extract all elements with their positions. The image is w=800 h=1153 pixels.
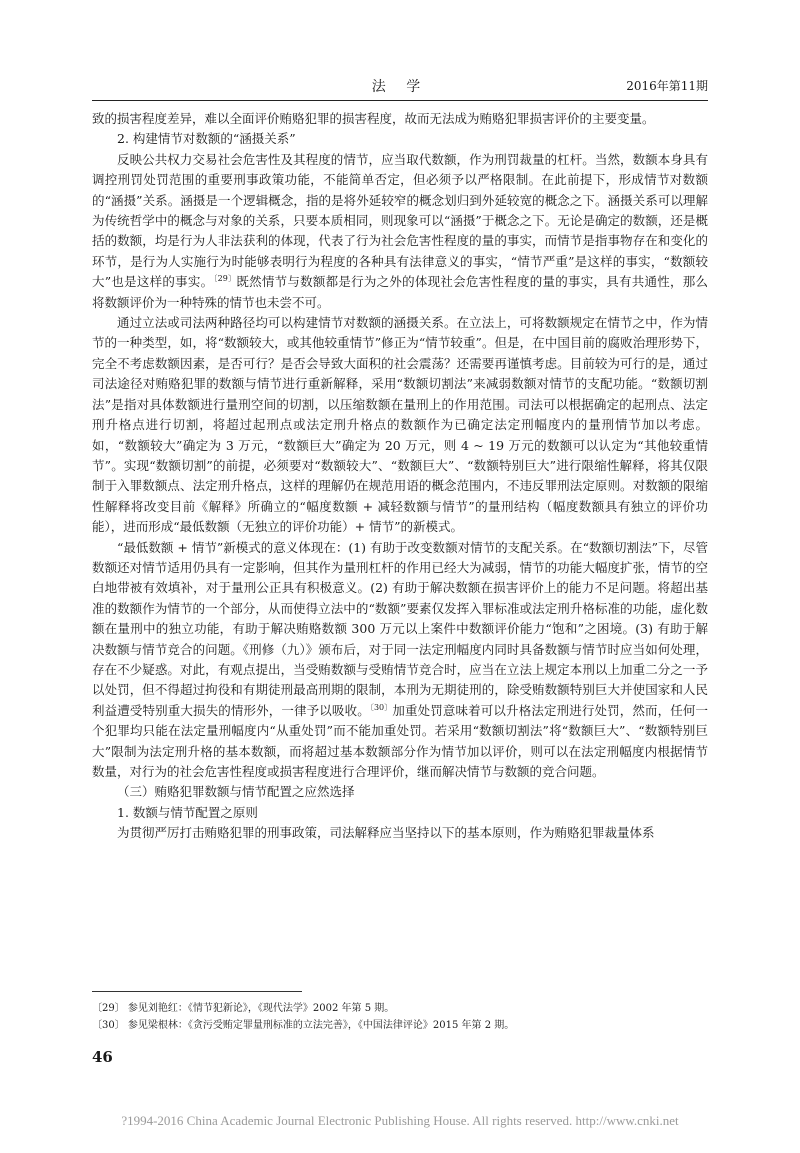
page-number: 46 <box>92 1048 113 1066</box>
footnotes <box>92 991 708 1034</box>
paragraph <box>92 150 708 313</box>
footnote: 〔29〕 参见刘艳红：《情节犯新论》，《现代法学》2002 年第 5 期。 <box>92 1003 395 1014</box>
article-body <box>92 109 708 844</box>
paragraph-text: “最低数额 + 情节”新模式的意义体现在：(1) 有助于改变数额对情节的支配关系。在“数额切割法”下，尽管数额还对情节适用仍具有一定影响，但其作为量刑杠杆的作用已经大为减弱，情节的功能大幅度扩张，情节的空白地带被有效填补，对于量刑公正具有积极意义。(2) 有助于解决数额在损害评价上的能力不足问题。将超出基准的数额作为情节的一个部分，从而使得立法中的“数额”要素仅发挥入罪标准或法定刑升格标准的功能，虚化数额在量刑中的独立功能，有助于解决贿赂数额 300 万元以上案件中数额评价能力“饱和”之困境。(3) 有助于解决数额与情节竞合的问题。《刑修（九）》颁布后，对于同一法定刑幅度内同时具备数额与情节时应当如何处理，存在不少疑惑。对此，有观点提出，当受贿数额与受贿情节竞合时，应当在立法上规定本刑以上加重二分之一予以处罚，但不得超过拘役和有期徒刑最高刑期的限制，本刑为无期徒刑的，除受贿数额特别巨大并使国家和人民利益遭受特别重大损失的情形外，一律予以吸收。 <box>92 539 708 718</box>
paragraph <box>92 538 708 783</box>
subsection-heading: 2. 构建情节对数额的“涵摄关系” <box>117 131 296 147</box>
footnote-ref: 〔29〕 <box>213 274 237 284</box>
subsection-heading: 1. 数额与情节配置之原则 <box>117 804 258 820</box>
footnote: 〔30〕 参见梁根林：《贪污受贿定罪量刑标准的立法完善》，《中国法律评论》2015 年第 2 期。 <box>92 1020 515 1031</box>
section-heading: （三）贿赂犯罪数额与情节配置之应然选择 <box>117 784 355 800</box>
issue-label: 2016年第11期 <box>626 79 708 93</box>
running-header <box>92 76 708 101</box>
paragraph-text: 加重处罚意味着可以升格法定刑进行处罚，然而，任何一个犯罪均只能在法定量刑幅度内“从重处罚”而不能加重处罚。若采用“数额切割法”将“数额巨大”、“数额特别巨大”限制为法定刑升格的基本数额，而将超过基本数额部分作为情节加以评价，则可以在法定刑幅度内根据情节数量，对行为的社会危害性程度或损害程度进行合理评价，继而解决情节与数额的竞合问题。 <box>92 702 708 779</box>
copyright-watermark: ?1994-2016 China Academic Journal Electronic Publishing House. All rights reserved. http://www.cnki.net <box>121 1113 679 1128</box>
footnote-rule <box>92 991 302 992</box>
footnote-ref: 〔30〕 <box>369 702 393 712</box>
paragraph: 致的损害程度差异，难以全面评价贿赂犯罪的损害程度，故而无法成为贿赂犯罪损害评价的主要变量。 <box>92 111 655 126</box>
journal-name: 法 学 <box>371 79 429 95</box>
paragraph-text: 既然情节与数额都是行为之外的体现社会危害性程度的量的事实，具有共通性，那么将数额评价为一种特殊的情节也未尝不可。 <box>92 274 708 310</box>
paragraph: 为贯彻严厉打击贿赂犯罪的刑事政策，司法解释应当坚持以下的基本原则，作为贿赂犯罪裁量体系 <box>117 825 655 841</box>
paragraph: 通过立法或司法两种路径均可以构建情节对数额的涵摄关系。在立法上，可将数额规定在情节之中，作为情节的一种类型，如，将“数额较大，或其他较重情节”修正为“情节较重”。但是，在中国目前的腐败治理形势下，完全不考虑数额因素，是否可行？是否会导致大面积的社会震荡？还需要再谨慎考虑。目前较为可行的是，通过司法途径对贿赂犯罪的数额与情节进行重新解释，采用“数额切割法”来减弱数额对情节的支配功能。“数额切割法”是指对具体数额进行量刑空间的切割，以压缩数额在量刑上的作用范围。司法可以根据确定的起刑点、法定刑升格点进行切割，将超过起刑点或法定刑升格点的数额作为已确定法定刑幅度内的量刑情节加以考虑。如，“数额较大”确定为 3 万元，“数额巨大”确定为 20 万元，则 4 ~ 19 万元的数额可以认定为“其他较重情节”。实现“数额切割”的前提，必须要对“数额较大”、“数额巨大”、“数额特别巨大”进行限缩性解释，将其仅限制于入罪数额点、法定刑升格点，这样的理解仍在规范用语的概念范围内，不违反罪刑法定原则。对数额的限缩性解释将改变目前《解释》所确立的“幅度数额 + 减轻数额与情节”的量刑结构（幅度数额具有独立的评价功能），进而形成“最低数额（无独立的评价功能）+ 情节”的新模式。 <box>92 315 708 535</box>
paragraph-text: 反映公共权力交易社会危害性及其程度的情节，应当取代数额，作为刑罚裁量的杠杆。当然，数额本身具有调控刑罚处罚范围的重要刑事政策功能，不能简单否定，但必须予以严格限制。在此前提下，形成情节对数额的“涵摄”关系。涵摄是一个逻辑概念，指的是将外延较窄的概念划归到外延较宽的概念之下。涵摄关系可以理解为传统哲学中的概念与对象的关系，只要本质相同，则现象可以“涵摄”于概念之下。无论是确定的数额，还是概括的数额，均是行为人非法获利的体现，代表了行为社会危害性程度的量的事实，而情节是指事物存在和变化的环节，是行为人实施行为时能够表明行为程度的各种具有法律意义的事实，“情节严重”是这样的事实，“数额较大”也是这样的事实。 <box>92 151 708 290</box>
